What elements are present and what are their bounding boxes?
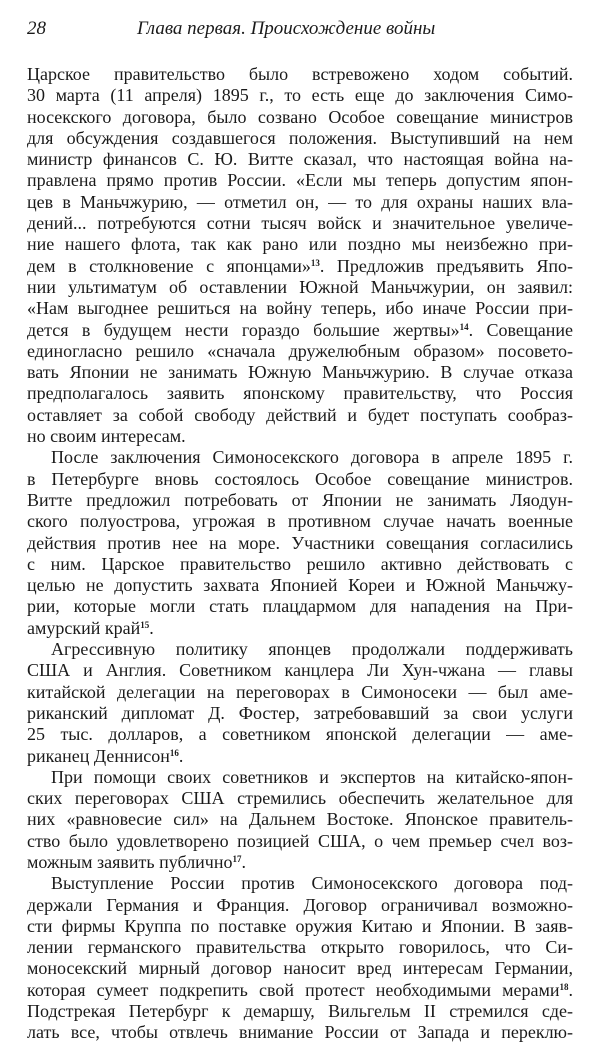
footnote-marker: 14 [459, 321, 469, 332]
text-line [27, 767, 573, 788]
text-line [27, 298, 573, 319]
line-text: риканец Деннисон [27, 745, 170, 766]
text-line [27, 788, 573, 809]
footnote-marker: 15 [140, 619, 150, 630]
line-text: После заключения Симоносекского договора в апреле 1895 г. [51, 447, 573, 468]
line-text: цев в Маньчжурию, — отметил он, — то для охраны наших вла- [27, 191, 573, 212]
text-line [27, 426, 573, 447]
text-line [27, 149, 573, 170]
text-line [27, 469, 573, 490]
text-line [27, 277, 573, 298]
line-text: моносекский мирный договор наносит вред интересам Германии, [27, 958, 573, 979]
line-text: действия против нее на море. Участники совещания согласились [27, 532, 573, 553]
text-line [27, 107, 573, 128]
line-text: которая сумеет подкрепить свой протест необходимыми мерами [27, 979, 560, 1000]
line-text: дем в столкновение с японцами» [27, 255, 311, 276]
line-text: 25 тыс. долларов, а советником японской делегации — аме- [27, 724, 573, 745]
chapter-title: Глава первая. Происхождение войны [137, 18, 436, 39]
text-line [27, 234, 573, 255]
text-line [27, 170, 573, 191]
body-text [27, 64, 573, 1044]
text-line [27, 852, 573, 873]
line-text: них «равновесие сил» на Дальнем Востоке. Японское правитель- [27, 809, 573, 830]
line-text: для обсуждения создавшегося положения. Выступивший на нем [27, 127, 573, 148]
text-line [27, 405, 573, 426]
text-line [27, 809, 573, 830]
text-line [27, 703, 573, 724]
text-line [27, 64, 573, 85]
line-text: Выступление России против Симоносекского договора под- [51, 873, 573, 894]
line-text-after-footnote: . Совещание [468, 319, 573, 340]
line-text-after-footnote: . [568, 979, 573, 1000]
line-text: Витте предложил потребовать от Японии не занимать Ляодун- [27, 489, 573, 510]
line-text: «Нам выгоднее решиться на войну теперь, ибо иначе России при- [27, 298, 573, 319]
paragraph [27, 639, 573, 767]
line-text: вать Японии не занимать Южную Маньчжурию. В случае отказа [27, 362, 573, 383]
line-text: США и Англия. Советником канцлера Ли Хун-чжана — главы [27, 660, 573, 681]
line-text: можным заявить публично [27, 851, 233, 872]
line-text: 30 марта (11 апреля) 1895 г., то есть еще до заключения Симо- [27, 85, 573, 106]
text-line [27, 447, 573, 468]
footnote-marker: 16 [169, 747, 179, 758]
text-line [27, 980, 573, 1001]
footnote-marker: 18 [559, 981, 569, 992]
line-text: с ним. Царское правительство решило активно действовать с [27, 553, 573, 574]
text-line [27, 618, 573, 639]
text-line [27, 511, 573, 532]
text-line [27, 320, 573, 341]
text-line [27, 937, 573, 958]
text-line [27, 85, 573, 106]
line-text: ских переговорах США стремились обеспечить желательное для [27, 788, 573, 809]
line-text-after-footnote: . Предложив предъявить Япо- [319, 255, 573, 276]
text-line [27, 362, 573, 383]
line-text: Подстрекая Петербург к демаршу, Вильгельм II стремился сде- [27, 1001, 573, 1022]
line-text: лать все, чтобы отвлечь внимание России от Запада и переклю- [27, 1022, 573, 1043]
line-text: министр финансов С. Ю. Витте сказал, что настоящая война на- [27, 149, 573, 170]
page-number: 28 [27, 18, 46, 39]
line-text: предполагалось заявить японскому правительству, что Россия [27, 383, 573, 404]
line-text: рии, которые могли стать плацдармом для нападения на При- [27, 596, 573, 617]
line-text: правлена прямо против России. «Если мы теперь допустим япон- [27, 170, 573, 191]
text-line [27, 554, 573, 575]
text-line [27, 533, 573, 554]
paragraph [27, 64, 573, 447]
paragraph [27, 873, 573, 1043]
text-line [27, 746, 573, 767]
text-line [27, 192, 573, 213]
line-text-after-footnote: . [149, 617, 154, 638]
running-head [27, 18, 573, 52]
text-line [27, 341, 573, 362]
paragraph [27, 767, 573, 873]
text-line [27, 873, 573, 894]
text-line [27, 256, 573, 277]
text-line [27, 1001, 573, 1022]
line-text: держали Германия и Франция. Договор ограничивал возможно- [27, 894, 573, 915]
text-line [27, 916, 573, 937]
line-text: нии ультиматум об оставлении Южной Маньчжурии, он заявил: [27, 276, 573, 297]
text-line [27, 682, 573, 703]
line-text-after-footnote: . [178, 745, 184, 766]
line-text: При помощи своих советников и экспертов на китайско-япон- [51, 766, 573, 787]
text-line [27, 128, 573, 149]
text-line [27, 660, 573, 681]
footnote-marker: 17 [232, 853, 242, 864]
line-text: носекского договора, было созвано Особое совещание министров [27, 106, 573, 127]
text-line [27, 575, 573, 596]
text-line [27, 383, 573, 404]
line-text: в Петербурге вновь состоялось Особое совещание министров. [27, 468, 573, 489]
line-text: ство было удовлетворено позицией США, о чем премьер счел воз- [27, 830, 573, 851]
line-text: целью не допустить захвата Японией Кореи и Южной Маньчжу- [27, 575, 573, 596]
line-text: китайской делегации на переговорах в Симоносеки — был аме- [27, 681, 573, 702]
text-line [27, 895, 573, 916]
book-page [27, 18, 573, 1044]
text-line [27, 639, 573, 660]
line-text: дется в будущем нести гораздо большие жертвы» [27, 319, 460, 340]
text-line [27, 1022, 573, 1043]
paragraph [27, 447, 573, 639]
line-text: сти фирмы Круппа по поставке оружия Китаю и Японии. В заяв- [27, 915, 573, 936]
line-text: лении германского правительства открыто говорилось, что Си- [27, 937, 573, 958]
text-line [27, 831, 573, 852]
text-line [27, 596, 573, 617]
line-text: единогласно решило «сначала дружелюбным образом» посовето- [27, 340, 573, 361]
line-text: оставляет за собой свободу действий и будет поступать сообраз- [27, 404, 573, 425]
line-text: дений... потребуются сотни тысяч войск и значительное увеличе- [27, 213, 573, 234]
line-text: риканский дипломат Д. Фостер, затребовавший за свои услуги [27, 702, 573, 723]
line-text: ского полуострова, угрожая в противном случае начать военные [27, 511, 573, 532]
text-line [27, 724, 573, 745]
text-line [27, 213, 573, 234]
line-text: амурский край [27, 617, 141, 638]
line-text-after-footnote: . [241, 851, 246, 872]
line-text: ние нашего флота, так как рано или поздно мы неизбежно при- [27, 234, 573, 255]
line-text: Агрессивную политику японцев продолжали поддерживать [51, 639, 573, 660]
line-text: Царское правительство было встревожено ходом событий. [27, 64, 573, 84]
text-line [27, 490, 573, 511]
line-text: но своим интересам. [27, 426, 186, 447]
footnote-marker: 13 [310, 257, 320, 268]
text-line [27, 958, 573, 979]
